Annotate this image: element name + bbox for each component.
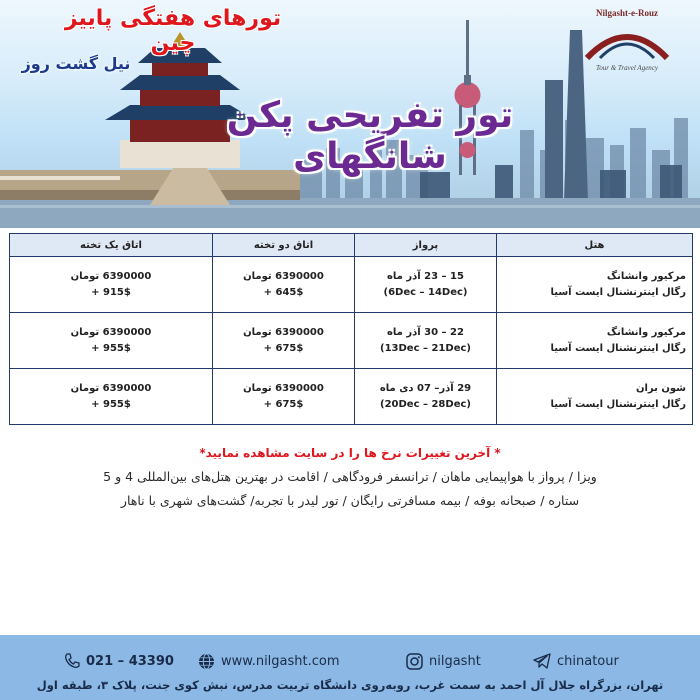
price-update-note: * آخرین تغییرات نرخ ها را در سایت مشاهده نمایید*	[199, 446, 501, 460]
price-dollar: 675$ +	[263, 342, 304, 354]
hotel-name: رگال اینترنشنال ایست آسیا	[550, 398, 686, 410]
single-room-price-cell	[10, 257, 213, 313]
flight-dates-fa: 29 آذر– 07 دی ماه	[379, 382, 472, 394]
table-header-row	[10, 234, 693, 257]
double-room-price-cell	[213, 369, 355, 425]
table-row	[10, 257, 693, 313]
hotel-name: مرکیور وانشانگ	[606, 270, 686, 282]
tour-services-description	[60, 465, 640, 513]
column-header-double-room: اتاق دو تخته	[213, 234, 355, 257]
column-header-hotel: هتل	[497, 234, 693, 257]
banner-top-title: تورهای هفتگی پاییز چین	[64, 6, 282, 56]
logo-name: Nilgasht-e-Rouz	[596, 8, 658, 18]
flight-cell	[355, 313, 497, 369]
logo-arch-icon	[582, 20, 672, 62]
table-row	[10, 369, 693, 425]
price-toman: 6390000 تومان	[243, 382, 324, 394]
double-room-price-cell	[213, 257, 355, 313]
price-dollar: 955$ +	[91, 398, 131, 410]
globe-icon	[198, 653, 215, 670]
hotel-name: مرکیور وانشانگ	[606, 326, 686, 338]
price-toman: 6390000 تومان	[70, 270, 152, 282]
flight-cell	[355, 257, 497, 313]
flight-cell	[355, 369, 497, 425]
flight-dates-en: (13Dec – 21Dec)	[380, 342, 471, 354]
hero-banner	[0, 0, 700, 228]
instagram-handle: nilgasht	[429, 653, 481, 669]
flight-dates-en: (6Dec – 14Dec)	[383, 286, 468, 298]
price-toman: 6390000 تومان	[243, 270, 324, 282]
flight-dates-fa: 22 – 30 آذر ماه	[387, 326, 464, 338]
price-dollar: 645$ +	[263, 286, 304, 298]
price-toman: 6390000 تومان	[243, 326, 324, 338]
price-toman: 6390000 تومان	[70, 382, 152, 394]
phone-number: 021 – 43390	[86, 653, 174, 669]
price-dollar: 675$ +	[263, 398, 304, 410]
phone-icon	[64, 653, 80, 669]
table-row	[10, 313, 693, 369]
office-address: تهران، بزرگراه جلال آل احمد به سمت غرب، روبه‌روی دانشگاه تربیت مدرس، نبش کوی جنت، پلاک ۳، طبقه اول	[36, 678, 664, 692]
double-room-price-cell	[213, 313, 355, 369]
flight-dates-en: (20Dec – 28Dec)	[380, 398, 471, 410]
telegram-link[interactable]	[533, 650, 619, 672]
instagram-link[interactable]	[406, 650, 481, 672]
price-toman: 6390000 تومان	[70, 326, 152, 338]
hotel-name: رگال اینترنشنال ایست آسیا	[550, 342, 686, 354]
logo-tagline: Tour & Travel Agency	[595, 64, 659, 72]
services-line: ستاره / صبحانه بوفه / بیمه مسافرتی رایگان / تور لیدر با تجربه/ گشت‌های شهری با ناهار	[120, 493, 580, 508]
hotel-cell	[497, 313, 693, 369]
column-header-flight: پرواز	[355, 234, 497, 257]
telegram-handle: chinatour	[557, 653, 619, 669]
single-room-price-cell	[10, 313, 213, 369]
agency-subtitle: نیل گشت روز	[21, 54, 131, 73]
hotel-name: رگال اینترنشنال ایست آسیا	[550, 286, 686, 298]
website-url: www.nilgasht.com	[221, 653, 340, 669]
flight-dates-fa: 15 – 23 آذر ماه	[387, 270, 464, 282]
single-room-price-cell	[10, 369, 213, 425]
phone-contact[interactable]	[64, 650, 174, 672]
services-line: ویزا / پرواز با هواپیمایی ماهان / ترانسفر فرودگاهی / اقامت در بهترین هتل‌های بین‌المللی 4 و 5	[103, 469, 597, 484]
instagram-icon	[406, 653, 423, 670]
tour-price-table	[9, 233, 693, 425]
hotel-cell	[497, 369, 693, 425]
telegram-icon	[533, 653, 551, 669]
price-dollar: 955$ +	[91, 342, 131, 354]
hotel-cell	[497, 257, 693, 313]
website-link[interactable]	[198, 650, 340, 672]
hotel-name: شون بران	[635, 382, 686, 394]
tour-main-title: تور تفریحی پکن شانگهای	[226, 95, 514, 177]
agency-logo	[562, 8, 692, 76]
price-dollar: 915$ +	[91, 286, 131, 298]
column-header-single-room: اتاق یک تخته	[10, 234, 213, 257]
